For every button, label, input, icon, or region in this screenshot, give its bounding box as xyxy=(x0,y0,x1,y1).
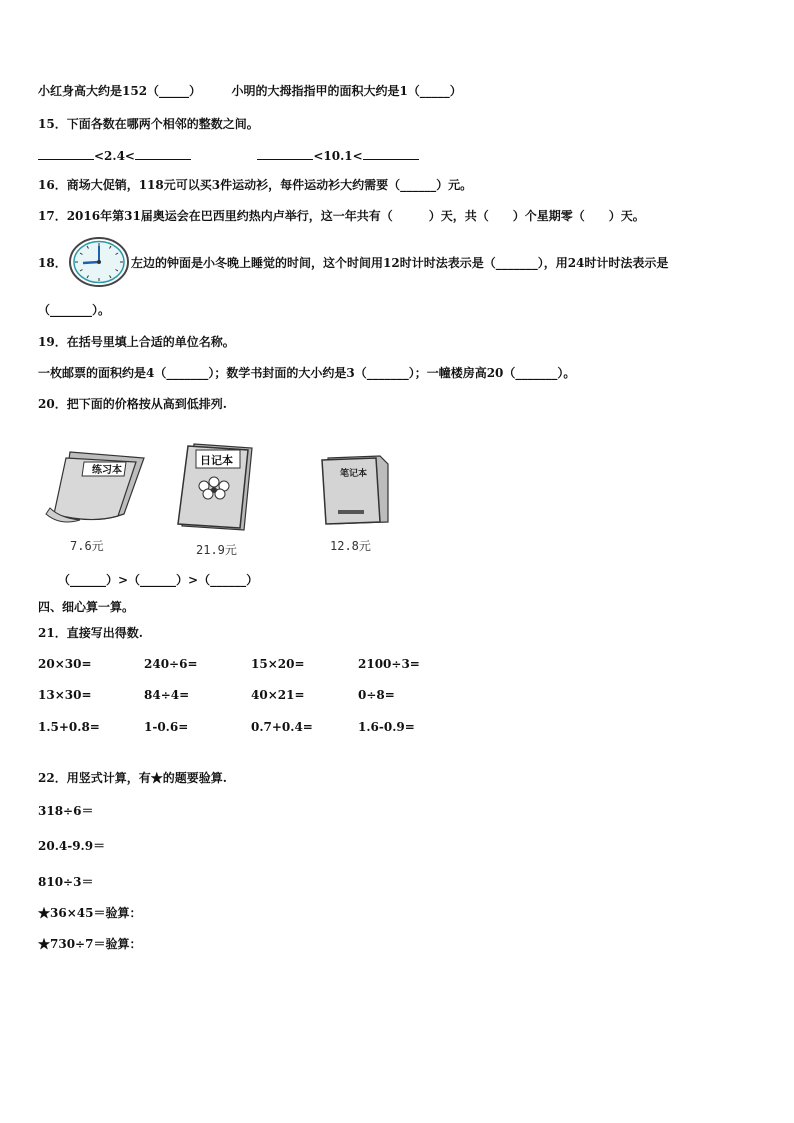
clock-icon xyxy=(68,236,130,288)
exercise-book-label: 练习本 xyxy=(92,465,122,476)
calc-item: 1.5+0.8= xyxy=(38,720,100,734)
question-20-title: 20．把下面的价格按从高到低排列. xyxy=(38,397,227,411)
section-4-heading: 四、细心算一算。 xyxy=(38,600,135,614)
exercise-book-price: 7.6元 xyxy=(70,539,104,553)
calc-item: 84÷4= xyxy=(144,688,190,702)
question-14-line xyxy=(38,83,462,99)
calc-item: 15×20= xyxy=(251,657,305,671)
question-17: 17．2016年第31届奥运会在巴西里约热内卢举行，这一年共有（ ）天，共（ ）个星期零（ ）天。 xyxy=(38,209,645,223)
blank-15c[interactable] xyxy=(257,147,313,160)
notebook-label: 笔记本 xyxy=(340,469,368,479)
exercise-book-icon xyxy=(40,448,148,530)
question-21-title: 21．直接写出得数. xyxy=(38,626,143,640)
calc-item: 13×30= xyxy=(38,688,92,702)
question-22-title: 22．用竖式计算，有★的题要验算. xyxy=(38,771,227,785)
diary-book-label: 日记本 xyxy=(200,454,233,467)
thumbnail-area-question: 小明的大拇指指甲的面积大约是1（_____） xyxy=(231,84,462,98)
vertical-calc-item: 318÷6＝ xyxy=(38,804,94,818)
vertical-calc-item: ★36×45＝验算： xyxy=(38,906,142,920)
diary-book-icon xyxy=(174,440,260,536)
question-15-blanks xyxy=(38,147,419,164)
vertical-calc-item: 20.4-9.9＝ xyxy=(38,839,106,853)
question-19-text: 一枚邮票的面积约是4（_______）；数学书封面的大小约是3（_______）；一幢楼房高20（_______）。 xyxy=(38,366,576,380)
calc-item: 20×30= xyxy=(38,657,92,671)
blank-15d[interactable] xyxy=(363,147,419,160)
calc-item: 240÷6= xyxy=(144,657,198,671)
blank-15b[interactable] xyxy=(135,147,191,160)
diary-book-price: 21.9元 xyxy=(196,543,237,557)
question-18-continuation: （_______）。 xyxy=(38,303,111,317)
question-15-title: 15．下面各数在哪两个相邻的整数之间。 xyxy=(38,117,259,131)
calc-item: 1.6-0.9= xyxy=(358,720,415,734)
price-order-blanks: （______）>（______）>（______） xyxy=(58,573,259,587)
vertical-calc-item: 810÷3＝ xyxy=(38,875,94,889)
question-18-number: 18． xyxy=(38,256,67,270)
calc-item: 0.7+0.4= xyxy=(251,720,313,734)
range-10-1: <10.1< xyxy=(313,149,363,163)
question-18-text: 左边的钟面是小冬晚上睡觉的时间，这个时间用12时计时法表示是（_______），用24时计时法表示是 xyxy=(131,256,669,270)
notebook-icon xyxy=(318,452,394,528)
calc-item: 2100÷3= xyxy=(358,657,420,671)
notebook-price: 12.8元 xyxy=(330,539,371,553)
question-16: 16．商场大促销，118元可以买3件运动衫，每件运动衫大约需要（______）元。 xyxy=(38,178,473,192)
vertical-calc-item: ★730÷7＝验算： xyxy=(38,937,142,951)
range-2-4: <2.4< xyxy=(94,149,135,163)
calc-item: 1-0.6= xyxy=(144,720,189,734)
calc-item: 40×21= xyxy=(251,688,305,702)
calc-item: 0÷8= xyxy=(358,688,395,702)
height-question: 小红身高大约是152（_____） xyxy=(38,84,202,98)
question-19-title: 19．在括号里填上合适的单位名称。 xyxy=(38,335,235,349)
blank-15a[interactable] xyxy=(38,147,94,160)
